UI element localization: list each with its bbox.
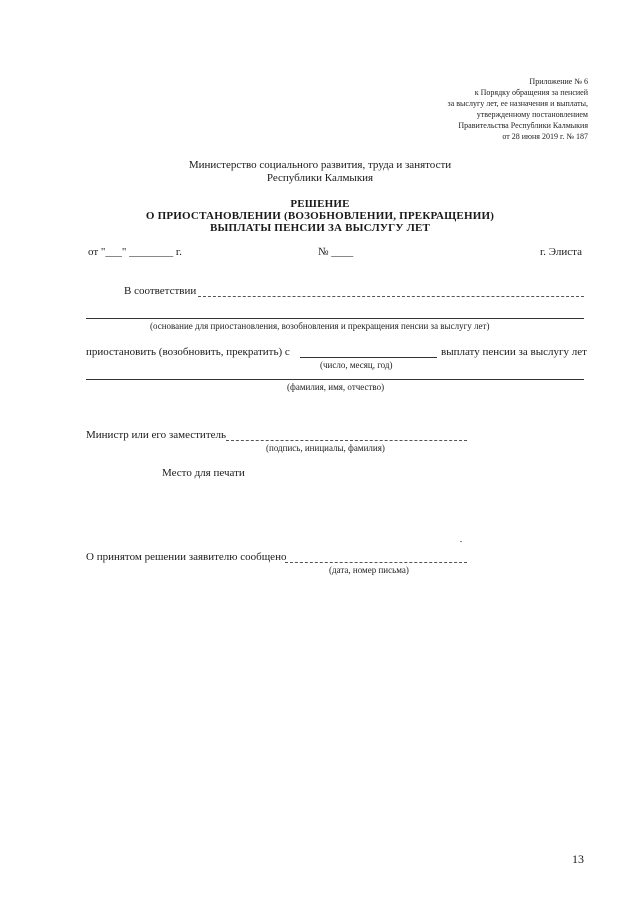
document-title: [0, 198, 640, 234]
title-line: ВЫПЛАТЫ ПЕНСИИ ЗА ВЫСЛУГУ ЛЕТ: [209, 222, 431, 234]
basis-label: В соответствии: [124, 285, 197, 297]
basis-field-line: [198, 296, 584, 297]
notified-label: О принятом решении заявителю сообщено: [86, 551, 287, 563]
page-number: 13: [572, 852, 584, 866]
appendix-line: за выслугу лет, ее назначения и выплаты,: [447, 99, 588, 108]
appendix-note: [348, 76, 588, 142]
action-label: приостановить (возобновить, прекратить) с: [86, 346, 290, 358]
minister-signature-line: [226, 440, 467, 441]
decision-city: г. Элиста: [540, 246, 582, 258]
action-suffix: выплату пенсии за выслугу лет: [441, 346, 587, 358]
action-date-line: [300, 357, 437, 358]
appendix-line: Правительства Республики Калмыкия: [458, 121, 588, 130]
decision-date: от "___" ________ г.: [88, 246, 182, 258]
appendix-line: утвержденному постановлением: [476, 110, 588, 119]
minister-label: Министр или его заместитель: [86, 429, 227, 441]
seal-place: Место для печати: [162, 467, 245, 479]
ministry-region: Республики Калмыкия: [266, 172, 374, 184]
basis-caption: (основание для приостановления, возобновления и прекращения пенсии за выслугу лет): [150, 321, 490, 331]
scan-speck: [460, 541, 462, 542]
minister-caption: (подпись, инициалы, фамилия): [266, 443, 385, 453]
name-caption: (фамилия, имя, отчество): [287, 382, 385, 392]
title-line: О ПРИОСТАНОВЛЕНИИ (ВОЗОБНОВЛЕНИИ, ПРЕКРАЩЕНИИ): [145, 210, 495, 222]
title-line: РЕШЕНИЕ: [290, 198, 350, 210]
ministry-header: [0, 159, 640, 185]
appendix-line: к Порядку обращения за пенсией: [474, 88, 588, 97]
appendix-line: от 28 июня 2019 г. № 187: [502, 132, 588, 141]
decision-number: № ____: [318, 246, 354, 258]
ministry-name: Министерство социального развития, труда и занятости: [188, 159, 452, 171]
name-field-line: [86, 379, 584, 380]
basis-field-line-2: [86, 318, 584, 319]
action-date-caption: (число, месяц, год): [320, 360, 393, 370]
notified-field-line: [285, 562, 467, 563]
appendix-line: Приложение № 6: [529, 77, 588, 86]
notified-caption: (дата, номер письма): [329, 565, 409, 575]
